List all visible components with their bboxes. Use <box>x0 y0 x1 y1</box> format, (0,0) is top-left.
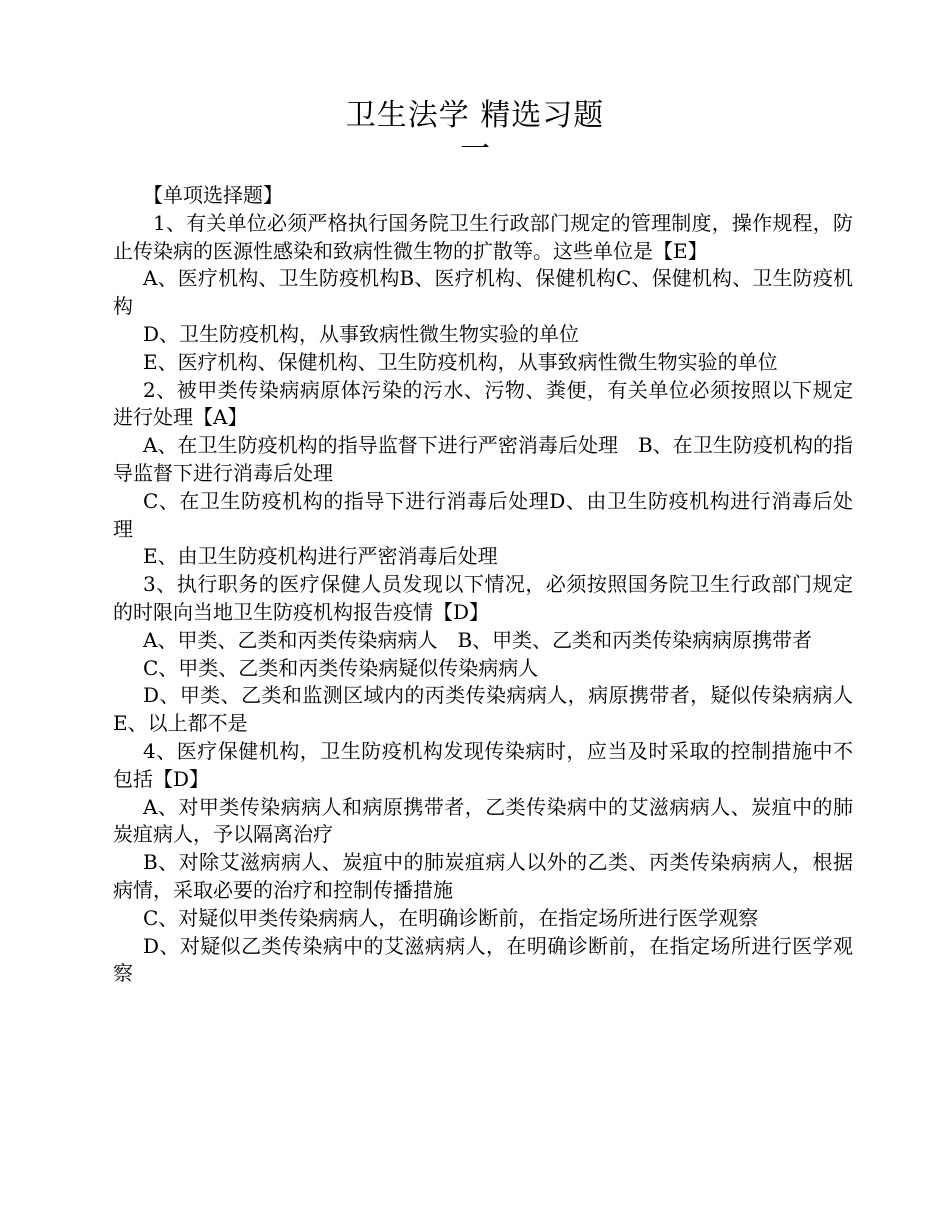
question-4-option-c: C、对疑似甲类传染病病人，在明确诊断前，在指定场所进行医学观察 <box>143 905 759 930</box>
question-3-options-ab: A、甲类、乙类和丙类传染病病人 B、甲类、乙类和丙类传染病病原携带者 <box>143 627 813 652</box>
question-1-option-e: E、医疗机构、保健机构、卫生防疫机构，从事致病性微生物实验的单位 <box>143 349 778 374</box>
question-3-option-c: C、甲类、乙类和丙类传染病疑似传染病病人 <box>143 655 539 680</box>
question-1-option-d: D、卫生防疫机构，从事致病性微生物实验的单位 <box>143 321 580 346</box>
section-heading: 【单项选择题】 <box>143 183 283 207</box>
question-3: 3、执行职务的医疗保健人员发现以下情况，必须按照国务院卫生行政部门规定的时限向当地卫生防疫机构报告疫情【D】 <box>113 572 853 624</box>
question-1: 1、有关单位必须严格执行国务院卫生行政部门规定的管理制度，操作规程，防止传染病的医源性感染和致病性微生物的扩散等。这些单位是【E】 <box>113 210 853 263</box>
question-2-options-ab: A、在卫生防疫机构的指导监督下进行严密消毒后处理 B、在卫生防疫机构的指导监督下进行消毒后处理 <box>113 433 853 485</box>
question-2: 2、被甲类传染病病原体污染的污水、污物、粪便，有关单位必须按照以下规定进行处理【A】 <box>113 377 853 430</box>
question-1-options-abc: A、医疗机构、卫生防疫机构B、医疗机构、保健机构C、保健机构、卫生防疫机构 <box>113 266 853 319</box>
document-body <box>113 182 893 988</box>
document-subtitle: 一 <box>460 132 490 167</box>
question-4-option-b: B、对除艾滋病病人、炭疽中的肺炭疽病人以外的乙类、丙类传染病病人，根据病情，采取必要的治疗和控制传播措施 <box>113 850 853 902</box>
question-4: 4、医疗保健机构，卫生防疫机构发现传染病时，应当及时采取的控制措施中不包括【D】 <box>113 738 853 791</box>
document-title: 卫生法学 精选习题 <box>345 98 605 133</box>
question-4-option-a: A、对甲类传染病病人和病原携带者，乙类传染病中的艾滋病病人、炭疽中的肺炭疽病人，予以隔离治疗 <box>113 794 853 847</box>
question-2-options-cd: C、在卫生防疫机构的指导下进行消毒后处理D、由卫生防疫机构进行消毒后处理 <box>113 488 853 541</box>
question-3-options-de: D、甲类、乙类和监测区域内的丙类传染病病人，病原携带者，疑似传染病病人 E、以上都不是 <box>113 683 893 736</box>
question-4-option-d: D、对疑似乙类传染病中的艾滋病病人，在明确诊断前，在指定场所进行医学观察 <box>113 933 853 986</box>
question-2-option-e: E、由卫生防疫机构进行严密消毒后处理 <box>143 544 498 569</box>
